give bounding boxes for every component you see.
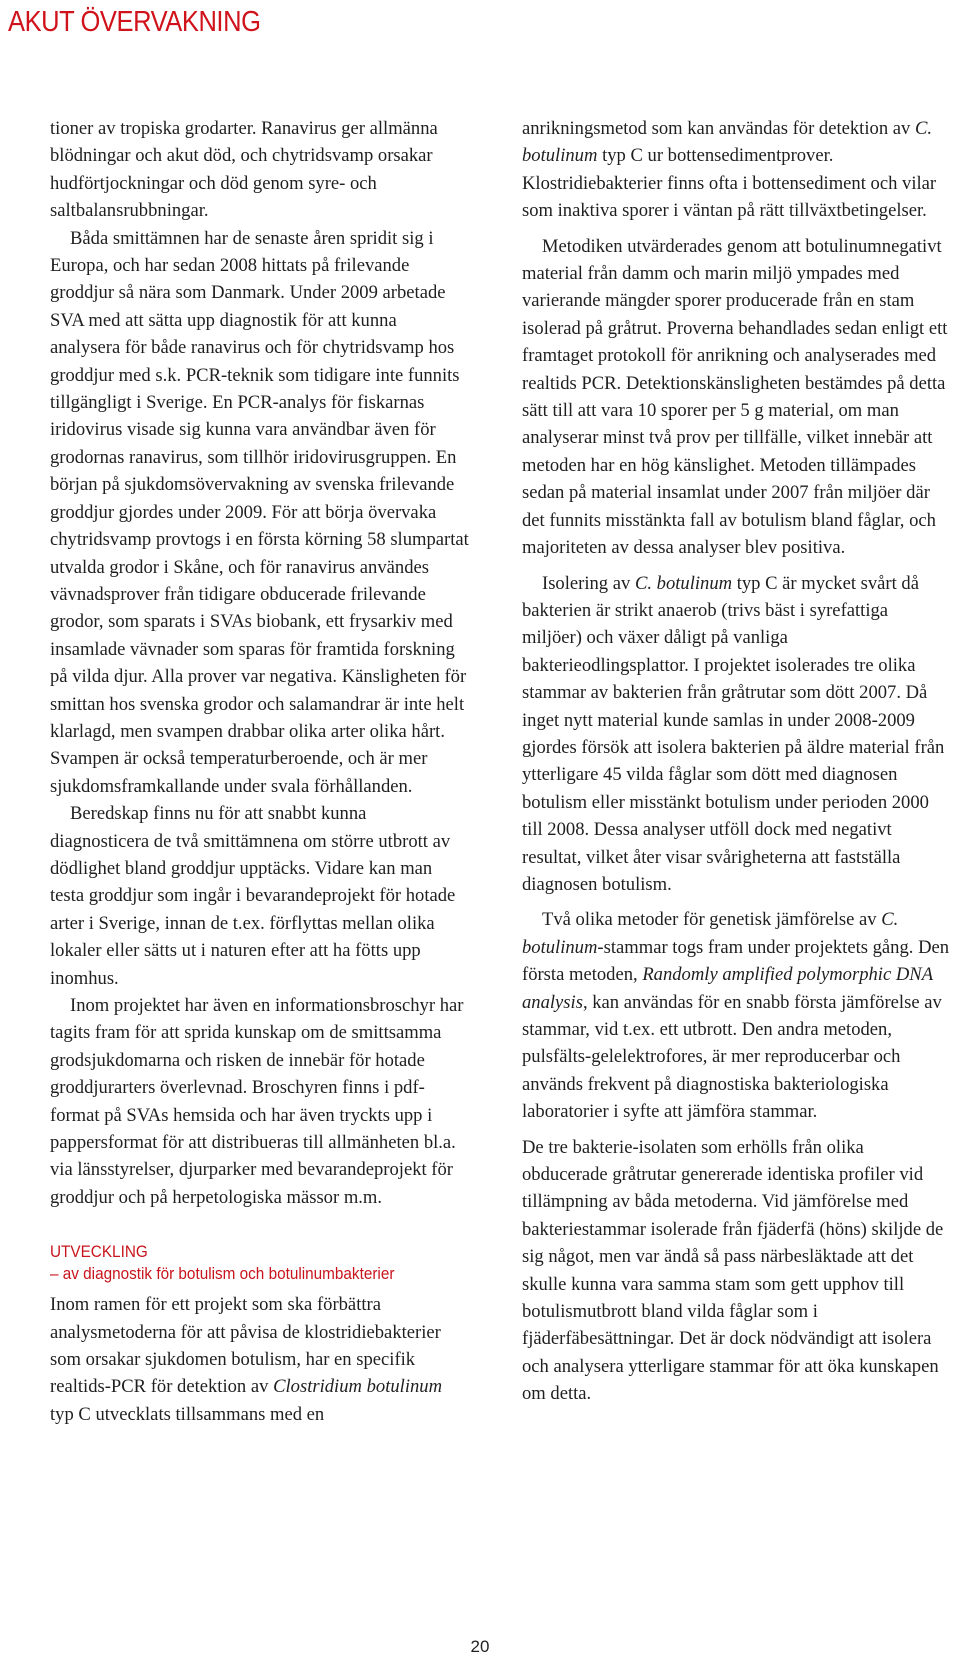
paragraph: Metodiken utvärderades genom att botulinumnegativt material från damm och marin miljö ympades med varierande mängder sporer producerade från en stam isolerad på gråtrut. Proverna behandlades sedan enligt ett framtaget protokoll för anrikning och analyserades med realtids PCR. Detektionskänsligheten bestämdes på detta sätt till att vara 10 sporer per 5 g material, om man analyserar minst två prov per tillfälle, vilket innebär att metoden har en hög känslighet. Metoden tillämpades sedan på material insamlat under 2007 från miljöer där det funnits misstänkta fall av botulism bland fåglar, och majoriteten av dessa analyser blev positiva. <box>522 235 948 559</box>
paragraph: Isolering av C. botulinum typ C är mycket svårt då bakterien är strikt anaerob (trivs bäst i syrefattiga miljöer) och växer dåligt på vanliga bakterieodlingsplattor. I projektet isolerades tre olika stammar av bakterien från gråtrutar som dött 2007. Då inget nytt material kunde samlas in under 2008-2009 gjordes försök att isolera bakterien på äldre material från ytterligare 45 vilda fåglar som dött med diagnosen botulism eller misstänkt botulism under perioden 2000 till 2008. Dessa analyser utföll dock med negativt resultat, vilket åter visar svårigheterna att fastställa diagnosen botulism. <box>522 572 945 895</box>
left-column <box>50 115 470 1428</box>
paragraph: tioner av tropiska grodarter. Ranavirus ger allmänna blödningar och akut död, och chytridsvamp orsakar hudförtjockningar och död genom syre- och saltbalansrubbningar. <box>50 118 438 222</box>
paragraph: De tre bakterie-isolaten som erhölls från olika obducerade gråtrutar genererade identiska profiler vid tillämpning av båda metoderna. Vid jämförelse med bakteriestammar isolerade från fjäderfä (höns) skiljde de sig något, men var ändå så pass närbesläktade att det skulle kunna vara samma stam som gett upphov till botulismutbrott bland vilda fåglar som i fjäderfäbesättningar. Det är dock nödvändigt att isolera och analysera ytterligare stammar för att öka kunskapen om detta. <box>522 1136 944 1405</box>
paragraph: Två olika metoder för genetisk jämförelse av C. botulinum-stammar togs fram under projektets gång. Den första metoden, Randomly amplified polymorphic DNA analysis, kan användas för en snabb första jämförelse av stammar, vid t.ex. ett utbrott. Den andra metoden, pulsfälts-gelelektrofores, är mer reproducerbar och används frekvent på diagnostiska bakteriologiska laboratorier i syfte att jämföra stammar. <box>522 909 950 1123</box>
section-title: AKUT ÖVERVAKNING <box>8 6 261 38</box>
section-subheading: – av diagnostik för botulism och botulinumbakterier <box>50 1264 395 1284</box>
paragraph: Inom projektet har även en informationsbroschyr har tagits fram för att sprida kunskap om de smittsamma grodsjukdomarna och risken de innebär för hotade groddjurarters överlevnad. Broschyren finns i pdf-format på SVAs hemsida och har även tryckts upp i pappersformat för att distribueras till allmänheten bl.a. via länsstyrelser, djurparker med bevarandeprojekt för groddjur och på herpetologiska mässor m.m. <box>50 995 464 1208</box>
page-number: 20 <box>470 1637 490 1656</box>
section-heading: UTVECKLING <box>50 1242 148 1262</box>
paragraph: Båda smittämnen har de senaste åren spridit sig i Europa, och har sedan 2008 hittats på frilevande groddjur så nära som Danmark. Under 2009 arbetade SVA med att sätta upp diagnostik för att kunna analysera för både ranavirus och för chytridsvamp hos groddjur med s.k. PCR-teknik som tidigare inte funnits tillgängligt i Sverige. En PCR-analys för fiskarnas iridovirus visade sig kunna vara användbar även för grodornas ranavirus, som tillhör iridovirusgruppen. En början på sjukdomsövervakning av svenska frilevande groddjur gjordes under 2009. För att börja övervaka chytridsvamp provtogs i en första körning 58 slumpartat utvalda grodor i Skåne, och för ranavirus användes vävnadsprover från tidigare obducerade frilevande grodor, som sparats i SVAs biobank, ett frysarkiv med insamlade vävnader som sparas för framtida forskning på vilda djur. Alla prover var negativa. Känsligheten för smittan hos svenska grodor och salamandrar är inte helt klarlagd, men svampen drabbar olika arter olika hårt. Svampen är också temperaturberoende, och är mer sjukdomsframkallande under svala förhållanden. <box>50 227 469 797</box>
right-column <box>522 115 952 1408</box>
paragraph: anrikningsmetod som kan användas för detektion av C. botulinum typ C ur bottensedimentprover. Klostridiebakterier finns ofta i bottensediment och vilar som inaktiva sporer i väntan på rätt tillväxtbetingelser. <box>522 118 937 222</box>
paragraph: Beredskap finns nu för att snabbt kunna diagnosticera de två smittämnena om större utbrott av dödlighet bland groddjur upptäcks. Vidare kan man testa groddjur som ingår i bevarandeprojekt för hotade arter i Sverige, innan de t.ex. förflyttas mellan olika lokaler eller sätts ut i naturen efter att ha fötts upp inomhus. <box>50 803 456 989</box>
paragraph: Inom ramen för ett projekt som ska förbättra analysmetoderna för att påvisa de klostridiebakterier som orsakar sjukdomen botulism, har en specifik realtids-PCR för detektion av Clostridium botulinum typ C utvecklats tillsammans med en <box>50 1294 443 1425</box>
